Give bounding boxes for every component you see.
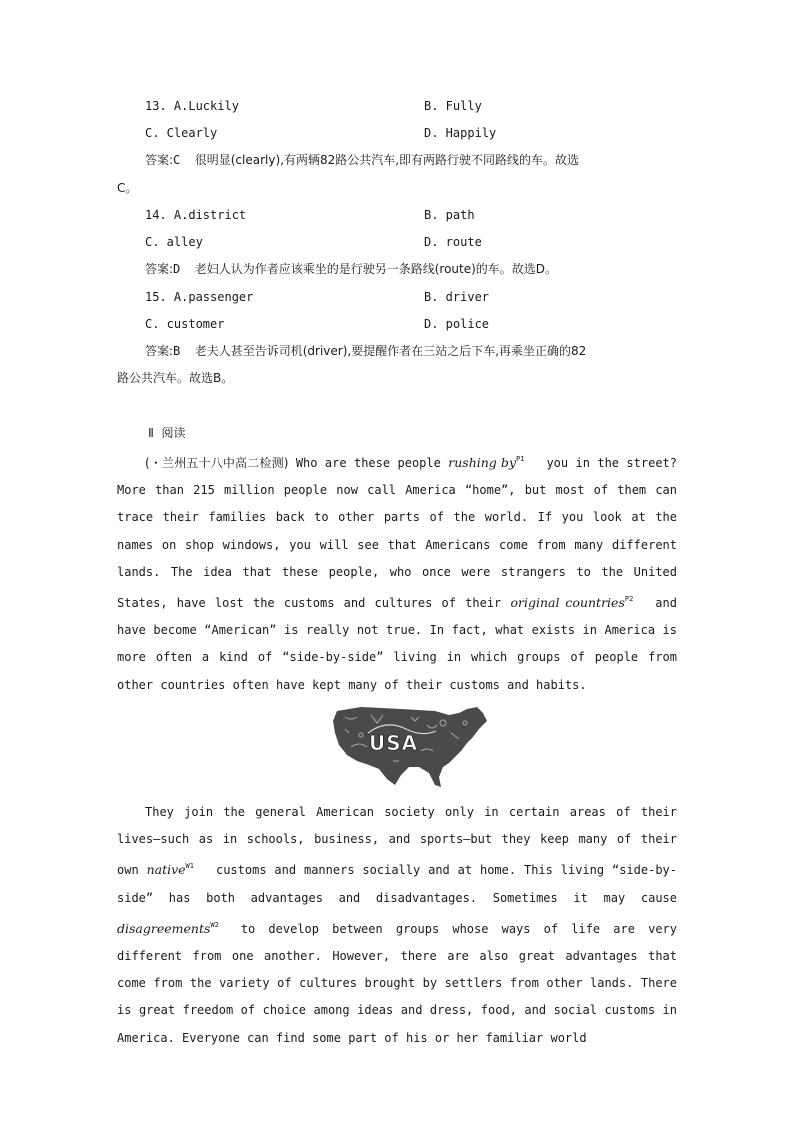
option-14c: C. alley	[145, 235, 203, 249]
option-15c: C. customer	[145, 317, 225, 331]
option-15a: 15. A.passenger	[145, 290, 254, 304]
usa-map-illustration	[331, 703, 491, 789]
answer-explanation: 很明显(clearly),有两辆82路公共汽车,即有两路行驶不同路线的车。故选	[194, 153, 580, 167]
gloss-tag: P1	[516, 455, 525, 463]
passage-paragraph-2	[117, 799, 677, 1052]
answer-explanation: 老妇人认为作者应该乘坐的是行驶另一条路线(route)的车。故选D。	[194, 262, 558, 276]
passage-text: They join the general American society only in certain areas of their lives—such as in schools, business, and sports—but they keep many of their own	[117, 805, 677, 878]
option-14b: B. path	[424, 208, 475, 222]
passage-text: customs and manners socially and at home. This living “side-by-side” has both advantages and disadvantages. Sometimes it may cause	[117, 863, 677, 905]
passage-text: and have become “American” is really not true. In fact, what exists in America is more often a kind of “side-by-side” living in which groups of people from other countries often have kept many of their customs and habits.	[117, 596, 677, 692]
answer-13	[145, 152, 579, 168]
answer-label: 答案:	[145, 344, 174, 358]
passage-text: Who are these people	[288, 456, 449, 470]
option-14a: 14. A.district	[145, 208, 247, 222]
option-15b: B. driver	[424, 290, 490, 304]
gloss-tag: W2	[210, 920, 219, 929]
section-title: 阅读	[161, 426, 186, 440]
answer-label: 答案:	[145, 153, 174, 167]
section-numeral: Ⅱ	[148, 426, 154, 440]
answer-13-tail: C。	[117, 181, 138, 195]
answer-letter: D	[173, 262, 181, 276]
gloss-tag: W1	[185, 862, 194, 871]
option-14d: D. route	[424, 235, 482, 249]
answer-14	[145, 261, 557, 277]
option-13d: D. Happily	[424, 126, 497, 140]
answer-letter: C	[173, 153, 181, 167]
passage-text: to develop between groups whose ways of life are very different from one another. However, there are also great advantages that come from the variety of cultures brought by settlers from other lands. There is great freedom of choice among ideas and dress, food, and social customs in America. Everyone can find some part of his or her familiar world	[117, 921, 677, 1045]
answer-15-tail: 路公共汽车。故选B。	[117, 371, 234, 385]
answer-15	[145, 343, 586, 359]
answer-label: 答案:	[145, 262, 174, 276]
gloss-disagreements: disagreements	[117, 920, 211, 936]
gloss-native: native	[146, 862, 186, 878]
answer-explanation: 老夫人甚至告诉司机(driver),要提醒作者在三站之后下车,再乘坐正确的82	[194, 344, 587, 358]
usa-label: USA	[369, 731, 419, 755]
gloss-rushing-by: rushing by	[448, 455, 516, 470]
answer-letter: B	[173, 344, 181, 358]
usa-map-icon	[331, 703, 491, 789]
option-13c: C. Clearly	[145, 126, 218, 140]
option-15d: D. police	[424, 317, 490, 331]
passage-paragraph-1	[117, 446, 677, 699]
gloss-tag: P2	[624, 595, 634, 604]
gloss-original-countries: original countries	[510, 595, 625, 611]
option-13a: 13. A.Luckily	[145, 99, 239, 113]
section-heading	[148, 425, 186, 441]
passage-text: you in the street? More than 215 million people now call America “home”, but most of them can trace their families back to other parts of the world. If you look at the names on shop windows, you will see that Americans come from many different lands. The idea that these people, who once were strangers to the United States, have lost the customs and cultures of their	[117, 456, 677, 611]
passage-source: (・兰州五十八中高二检测)	[145, 456, 289, 470]
option-13b: B. Fully	[424, 99, 482, 113]
